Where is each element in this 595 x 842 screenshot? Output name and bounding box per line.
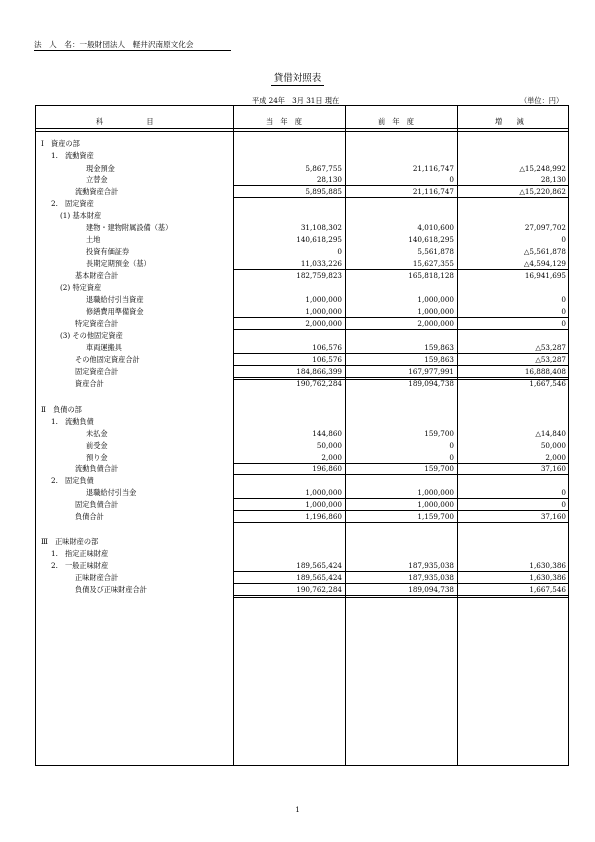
total-rule xyxy=(233,269,345,270)
total-rule xyxy=(345,329,457,330)
account-label: 負債合計 xyxy=(75,512,104,521)
total-rule xyxy=(345,522,457,523)
current-year-cell: 182,759,823 xyxy=(296,271,342,280)
total-rule xyxy=(457,498,569,499)
previous-year-cell: 187,935,038 xyxy=(408,561,454,570)
total-rule xyxy=(345,474,457,475)
header-separator xyxy=(35,128,569,129)
total-rule xyxy=(345,583,457,584)
change-cell: 0 xyxy=(561,500,566,509)
previous-year-cell: 140,618,295 xyxy=(408,235,454,244)
total-rule xyxy=(457,329,569,330)
account-label: 2. 固定負債 xyxy=(51,476,94,485)
change-cell: △15,248,992 xyxy=(519,164,566,173)
header-separator xyxy=(35,131,569,132)
total-rule xyxy=(457,583,569,584)
total-rule xyxy=(345,377,457,378)
total-rule xyxy=(345,185,457,186)
account-label: 現金預金 xyxy=(86,164,115,173)
total-rule xyxy=(233,571,345,572)
total-rule xyxy=(233,197,345,198)
previous-year-cell: 189,094,738 xyxy=(408,585,454,594)
previous-year-cell: 159,700 xyxy=(424,464,454,473)
total-rule xyxy=(457,365,569,366)
total-rule xyxy=(457,522,569,523)
account-label: 1. 流動負債 xyxy=(51,417,94,426)
change-cell: △53,287 xyxy=(535,355,566,364)
previous-year-cell: 1,000,000 xyxy=(417,295,454,304)
account-label: 車両運搬具 xyxy=(86,343,122,352)
document-title xyxy=(0,70,595,84)
total-rule xyxy=(233,185,345,186)
change-cell: 0 xyxy=(561,488,566,497)
current-year-cell: 1,000,000 xyxy=(305,307,342,316)
total-rule xyxy=(345,197,457,198)
total-rule xyxy=(233,498,345,499)
column-header-current: 当 年 度 xyxy=(266,117,302,126)
current-year-cell: 140,618,295 xyxy=(296,235,342,244)
change-cell: △14,840 xyxy=(535,429,566,438)
current-year-cell: 1,196,860 xyxy=(305,512,342,521)
change-cell: 0 xyxy=(561,307,566,316)
account-label: 退職給付引当金 xyxy=(86,488,137,497)
current-year-cell: 2,000,000 xyxy=(305,319,342,328)
previous-year-cell: 0 xyxy=(449,175,454,184)
account-label: 固定負債合計 xyxy=(75,500,119,509)
current-year-cell: 189,565,424 xyxy=(296,573,342,582)
current-year-cell: 11,033,226 xyxy=(300,259,342,268)
grand-total-rule xyxy=(233,597,569,598)
total-rule xyxy=(457,474,569,475)
change-cell: 28,130 xyxy=(540,175,566,184)
change-cell: 1,667,546 xyxy=(529,585,566,594)
account-label: 固定資産合計 xyxy=(75,367,119,376)
account-label: 基本財産合計 xyxy=(75,271,119,280)
current-year-cell: 31,108,302 xyxy=(300,223,342,232)
total-rule xyxy=(457,353,569,354)
report-date: 平成 24年 3月 31日 現在 xyxy=(252,96,340,105)
account-label: 流動資産合計 xyxy=(75,187,119,196)
column-header-account: 科 目 xyxy=(96,117,154,126)
account-label: 資産合計 xyxy=(75,379,104,388)
account-label: 2. 固定資産 xyxy=(51,199,94,208)
total-rule xyxy=(345,498,457,499)
account-label: 前受金 xyxy=(86,441,108,450)
total-rule xyxy=(233,510,345,511)
change-cell: 2,000 xyxy=(545,453,566,462)
account-label: 長期定期預金（基） xyxy=(86,259,151,268)
account-label: 流動負債合計 xyxy=(75,464,119,473)
current-year-cell: 106,576 xyxy=(312,355,342,364)
account-label: 2. 一般正味財産 xyxy=(51,561,109,570)
change-cell: 0 xyxy=(561,295,566,304)
previous-year-cell: 1,159,700 xyxy=(417,512,454,521)
current-year-cell: 106,576 xyxy=(312,343,342,352)
column-divider xyxy=(233,105,234,766)
change-cell: 37,160 xyxy=(540,464,566,473)
current-year-cell: 190,762,284 xyxy=(296,585,342,594)
total-rule xyxy=(345,317,457,318)
change-cell: 1,667,546 xyxy=(529,379,566,388)
previous-year-cell: 1,000,000 xyxy=(417,488,454,497)
change-cell: △5,561,878 xyxy=(523,247,566,256)
change-cell: △4,594,129 xyxy=(523,259,566,268)
column-divider xyxy=(457,105,458,766)
previous-year-cell: 0 xyxy=(449,453,454,462)
total-rule xyxy=(233,377,345,378)
account-label: Ⅰ 資産の部 xyxy=(41,139,80,148)
current-year-cell: 50,000 xyxy=(316,441,342,450)
account-label: 修繕費用準備資金 xyxy=(86,307,144,316)
previous-year-cell: 4,010,600 xyxy=(417,223,454,232)
account-label: 建物・建物附属設備（基） xyxy=(86,223,173,232)
corporation-name: 法 人 名：一般財団法人 軽井沢南原文化会 xyxy=(34,40,194,49)
account-label: 1. 流動資産 xyxy=(51,151,94,160)
previous-year-cell: 187,935,038 xyxy=(408,573,454,582)
current-year-cell: 1,000,000 xyxy=(305,488,342,497)
previous-year-cell: 159,700 xyxy=(424,429,454,438)
total-rule xyxy=(457,510,569,511)
column-header-previous: 前 年 度 xyxy=(378,117,414,126)
current-year-cell: 184,866,399 xyxy=(296,367,342,376)
total-rule xyxy=(457,595,569,596)
current-year-cell: 144,860 xyxy=(312,429,342,438)
current-year-cell: 196,860 xyxy=(312,464,342,473)
account-label: 退職給付引当資産 xyxy=(86,295,144,304)
previous-year-cell: 189,094,738 xyxy=(408,379,454,388)
document-title-text: 貸借対照表 xyxy=(271,73,325,86)
account-label: 未払金 xyxy=(86,429,108,438)
total-rule xyxy=(345,510,457,511)
change-cell: 1,630,386 xyxy=(529,561,566,570)
previous-year-cell: 1,000,000 xyxy=(417,500,454,509)
total-rule xyxy=(457,269,569,270)
total-rule xyxy=(233,365,345,366)
change-cell: 0 xyxy=(561,235,566,244)
total-rule xyxy=(457,571,569,572)
account-label: 負債及び正味財産合計 xyxy=(75,585,147,594)
account-label: その他固定資産合計 xyxy=(75,355,140,364)
account-label: 預り金 xyxy=(86,453,108,462)
previous-year-cell: 21,116,747 xyxy=(412,164,454,173)
total-rule xyxy=(457,185,569,186)
account-label: 立替金 xyxy=(86,175,108,184)
unit-label: （単位：円） xyxy=(520,96,564,105)
account-label: (3) その他固定資産 xyxy=(60,331,123,340)
previous-year-cell: 2,000,000 xyxy=(417,319,454,328)
total-rule xyxy=(345,595,457,596)
account-label: (1) 基本財産 xyxy=(60,211,102,220)
change-cell: 27,097,702 xyxy=(524,223,566,232)
previous-year-cell: 5,561,878 xyxy=(417,247,454,256)
current-year-cell: 189,565,424 xyxy=(296,561,342,570)
previous-year-cell: 1,000,000 xyxy=(417,307,454,316)
total-rule xyxy=(457,317,569,318)
change-cell: △53,287 xyxy=(535,343,566,352)
change-cell: 37,160 xyxy=(540,512,566,521)
column-header-change: 増 減 xyxy=(495,117,524,126)
current-year-cell: 5,867,755 xyxy=(305,164,342,173)
total-rule xyxy=(233,595,345,596)
current-year-cell: 1,000,000 xyxy=(305,500,342,509)
corporation-underline xyxy=(34,50,231,51)
change-cell: 0 xyxy=(561,319,566,328)
change-cell: 50,000 xyxy=(540,441,566,450)
total-rule xyxy=(233,474,345,475)
total-rule xyxy=(233,329,345,330)
page-number: 1 xyxy=(295,805,300,814)
total-rule xyxy=(233,317,345,318)
current-year-cell: 2,000 xyxy=(321,453,342,462)
previous-year-cell: 165,818,128 xyxy=(408,271,454,280)
previous-year-cell: 159,863 xyxy=(424,343,454,352)
change-cell: △15,220,862 xyxy=(519,187,566,196)
account-label: 土地 xyxy=(86,235,101,244)
total-rule xyxy=(345,353,457,354)
column-divider xyxy=(345,105,346,766)
previous-year-cell: 21,116,747 xyxy=(412,187,454,196)
total-rule xyxy=(457,197,569,198)
previous-year-cell: 0 xyxy=(449,441,454,450)
total-rule xyxy=(345,571,457,572)
account-label: 正味財産合計 xyxy=(75,573,119,582)
change-cell: 16,888,408 xyxy=(524,367,566,376)
account-label: Ⅱ 負債の部 xyxy=(41,405,82,414)
previous-year-cell: 159,863 xyxy=(424,355,454,364)
change-cell: 16,941,695 xyxy=(524,271,566,280)
previous-year-cell: 15,627,355 xyxy=(412,259,454,268)
total-rule xyxy=(457,377,569,378)
total-rule xyxy=(345,365,457,366)
change-cell: 1,630,386 xyxy=(529,573,566,582)
previous-year-cell: 167,977,991 xyxy=(408,367,454,376)
account-label: (2) 特定資産 xyxy=(60,283,102,292)
total-rule xyxy=(233,522,345,523)
total-rule xyxy=(233,583,345,584)
current-year-cell: 5,895,885 xyxy=(305,187,342,196)
account-label: Ⅲ 正味財産の部 xyxy=(41,537,99,546)
account-label: 投資有価証券 xyxy=(86,247,130,256)
current-year-cell: 28,130 xyxy=(316,175,342,184)
account-label: 1. 指定正味財産 xyxy=(51,549,109,558)
current-year-cell: 0 xyxy=(337,247,342,256)
current-year-cell: 1,000,000 xyxy=(305,295,342,304)
total-rule xyxy=(345,269,457,270)
account-label: 特定資産合計 xyxy=(75,319,119,328)
current-year-cell: 190,762,284 xyxy=(296,379,342,388)
total-rule xyxy=(233,353,345,354)
